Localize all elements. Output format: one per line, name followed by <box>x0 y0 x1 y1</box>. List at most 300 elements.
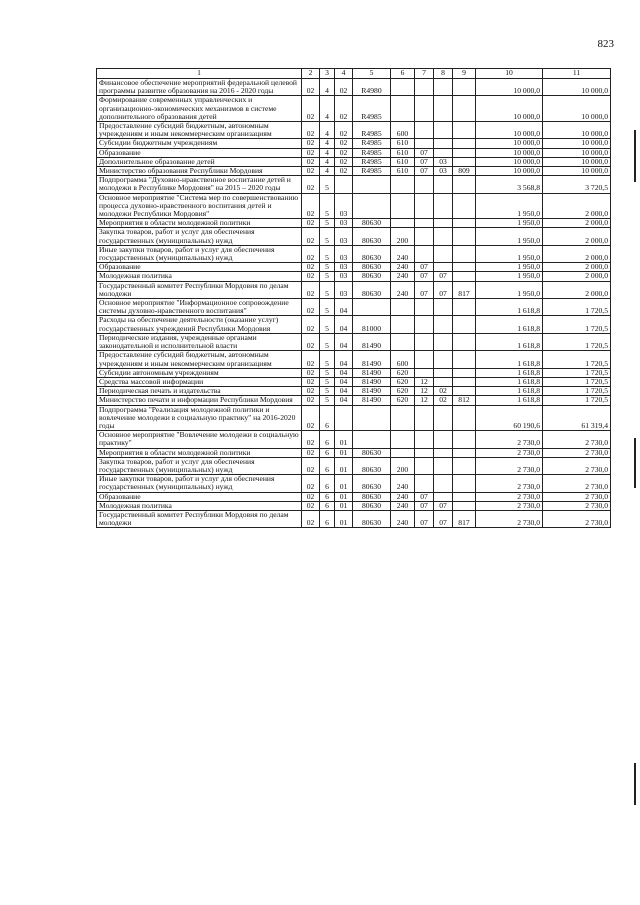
code-col-3: 4 <box>320 167 335 176</box>
code-col-9 <box>453 245 476 262</box>
code-col-4: 01 <box>335 457 353 474</box>
table-row <box>97 448 611 457</box>
code-col-5: 80630 <box>353 245 391 262</box>
code-col-6: 620 <box>391 377 415 386</box>
amount-col-11: 1 720,5 <box>543 368 611 377</box>
table-row <box>97 228 611 245</box>
code-col-5: R4985 <box>353 157 391 166</box>
code-col-9: 817 <box>453 510 476 527</box>
amount-col-11: 10 000,0 <box>543 139 611 148</box>
code-col-6 <box>391 96 415 122</box>
code-col-6: 240 <box>391 263 415 272</box>
code-col-3: 6 <box>320 431 335 448</box>
code-col-9: 812 <box>453 396 476 405</box>
code-col-3: 5 <box>320 245 335 262</box>
code-col-8 <box>434 193 453 219</box>
code-col-4: 03 <box>335 272 353 281</box>
code-col-4: 02 <box>335 157 353 166</box>
code-col-9: 809 <box>453 167 476 176</box>
code-col-3: 5 <box>320 396 335 405</box>
code-col-8 <box>434 475 453 492</box>
amount-col-11: 10 000,0 <box>543 96 611 122</box>
table-row <box>97 157 611 166</box>
code-col-3: 6 <box>320 405 335 431</box>
row-name: Министерство образования Республики Мордовия <box>97 167 302 176</box>
code-col-6 <box>391 405 415 431</box>
code-col-8 <box>434 368 453 377</box>
code-col-6: 240 <box>391 510 415 527</box>
amount-col-11: 1 720,5 <box>543 333 611 350</box>
code-col-3: 5 <box>320 272 335 281</box>
code-col-7 <box>415 316 434 333</box>
code-col-4: 02 <box>335 148 353 157</box>
code-col-5 <box>353 193 391 219</box>
code-col-7 <box>415 228 434 245</box>
code-col-3: 4 <box>320 148 335 157</box>
code-col-7: 07 <box>415 167 434 176</box>
amount-col-11: 1 720,5 <box>543 351 611 368</box>
amount-col-10: 10 000,0 <box>476 157 543 166</box>
code-col-2: 02 <box>302 333 320 350</box>
code-col-7: 07 <box>415 263 434 272</box>
code-col-2: 02 <box>302 167 320 176</box>
code-col-9 <box>453 263 476 272</box>
row-name: Образование <box>97 263 302 272</box>
code-col-8 <box>434 122 453 139</box>
code-col-8 <box>434 492 453 501</box>
code-col-9 <box>453 501 476 510</box>
code-col-8 <box>434 299 453 316</box>
code-col-9 <box>453 299 476 316</box>
amount-col-10: 2 730,0 <box>476 431 543 448</box>
code-col-3: 5 <box>320 281 335 298</box>
amount-col-11: 10 000,0 <box>543 148 611 157</box>
table-row <box>97 263 611 272</box>
row-name: Финансовое обеспечение мероприятий федеральной целевой программы развитие образования на 2016 - 2020 годы <box>97 79 302 96</box>
code-col-9 <box>453 492 476 501</box>
table-row <box>97 396 611 405</box>
code-col-4: 04 <box>335 377 353 386</box>
amount-col-10: 10 000,0 <box>476 96 543 122</box>
code-col-2: 02 <box>302 299 320 316</box>
code-col-6: 620 <box>391 368 415 377</box>
amount-col-11: 61 319,4 <box>543 405 611 431</box>
table-row <box>97 281 611 298</box>
code-col-4: 02 <box>335 167 353 176</box>
amount-col-10: 10 000,0 <box>476 122 543 139</box>
code-col-4: 03 <box>335 281 353 298</box>
row-name: Средства массовой информации <box>97 377 302 386</box>
code-col-6: 600 <box>391 122 415 139</box>
amount-col-10: 1 950,0 <box>476 281 543 298</box>
amount-col-11: 2 000,0 <box>543 193 611 219</box>
code-col-8 <box>434 219 453 228</box>
code-col-5: 80630 <box>353 457 391 474</box>
code-col-4: 04 <box>335 368 353 377</box>
code-col-6: 610 <box>391 139 415 148</box>
code-col-4: 04 <box>335 396 353 405</box>
code-col-8 <box>434 263 453 272</box>
table-row <box>97 377 611 386</box>
row-name: Основное мероприятие "Информационное сопровождение системы духовно-нравственного воспитания" <box>97 299 302 316</box>
code-col-7 <box>415 431 434 448</box>
amount-col-10: 1 618,8 <box>476 316 543 333</box>
margin-mark <box>634 763 636 805</box>
table-row <box>97 219 611 228</box>
table-row <box>97 96 611 122</box>
code-col-9 <box>453 405 476 431</box>
amount-col-10: 1 618,8 <box>476 299 543 316</box>
code-col-4: 04 <box>335 333 353 350</box>
column-header: 1 <box>97 69 302 79</box>
code-col-5: 81490 <box>353 333 391 350</box>
row-name: Расходы на обеспечение деятельности (оказание услуг) государственных учреждений Республики Мордовия <box>97 316 302 333</box>
code-col-2: 02 <box>302 405 320 431</box>
code-col-8 <box>434 176 453 193</box>
amount-col-10: 1 618,8 <box>476 377 543 386</box>
code-col-7 <box>415 193 434 219</box>
code-col-7 <box>415 368 434 377</box>
code-col-9 <box>453 79 476 96</box>
code-col-2: 02 <box>302 219 320 228</box>
code-col-4 <box>335 176 353 193</box>
code-col-6: 240 <box>391 272 415 281</box>
code-col-3: 5 <box>320 176 335 193</box>
table-row <box>97 368 611 377</box>
table-header-row <box>97 69 611 79</box>
code-col-8: 07 <box>434 510 453 527</box>
code-col-7: 07 <box>415 157 434 166</box>
code-col-6: 240 <box>391 475 415 492</box>
code-col-8: 03 <box>434 157 453 166</box>
code-col-4: 02 <box>335 122 353 139</box>
code-col-9 <box>453 431 476 448</box>
code-col-7 <box>415 139 434 148</box>
row-name: Предоставление субсидий бюджетным, автономным учреждениям и иным некоммерческим организациям <box>97 122 302 139</box>
column-header: 4 <box>335 69 353 79</box>
amount-col-11: 2 000,0 <box>543 272 611 281</box>
row-name: Основное мероприятие "Вовлечение молодежи в социальную практику" <box>97 431 302 448</box>
table-row <box>97 148 611 157</box>
code-col-2: 02 <box>302 228 320 245</box>
row-name: Периодическая печать и издательства <box>97 387 302 396</box>
code-col-2: 02 <box>302 272 320 281</box>
code-col-7: 07 <box>415 272 434 281</box>
amount-col-10: 2 730,0 <box>476 475 543 492</box>
table-row <box>97 193 611 219</box>
column-header: 3 <box>320 69 335 79</box>
code-col-6: 610 <box>391 157 415 166</box>
code-col-7 <box>415 176 434 193</box>
amount-col-11: 10 000,0 <box>543 157 611 166</box>
code-col-5: R4985 <box>353 167 391 176</box>
code-col-5: 81490 <box>353 396 391 405</box>
amount-col-11: 10 000,0 <box>543 122 611 139</box>
code-col-7: 07 <box>415 281 434 298</box>
code-col-9 <box>453 387 476 396</box>
amount-col-11: 2 000,0 <box>543 219 611 228</box>
code-col-7 <box>415 457 434 474</box>
code-col-8 <box>434 79 453 96</box>
code-col-7 <box>415 219 434 228</box>
amount-col-10: 1 618,8 <box>476 333 543 350</box>
row-name: Основное мероприятие "Система мер по совершенствованию процесса духовно-нравственного воспитания детей и молодежи Республики Мордовия" <box>97 193 302 219</box>
amount-col-11: 1 720,5 <box>543 396 611 405</box>
code-col-4: 01 <box>335 501 353 510</box>
code-col-4: 01 <box>335 448 353 457</box>
code-col-2: 02 <box>302 492 320 501</box>
code-col-6 <box>391 219 415 228</box>
code-col-5: 81490 <box>353 387 391 396</box>
code-col-6 <box>391 193 415 219</box>
code-col-7 <box>415 351 434 368</box>
code-col-4: 02 <box>335 139 353 148</box>
row-name: Государственный комитет Республики Мордовия по делам молодежи <box>97 281 302 298</box>
code-col-7 <box>415 79 434 96</box>
code-col-2: 02 <box>302 475 320 492</box>
row-name: Закупка товаров, работ и услуг для обеспечения государственных (муниципальных) нужд <box>97 457 302 474</box>
column-header: 6 <box>391 69 415 79</box>
code-col-8: 07 <box>434 272 453 281</box>
row-name: Мероприятия в области молодежной политики <box>97 219 302 228</box>
code-col-6 <box>391 333 415 350</box>
code-col-3: 4 <box>320 122 335 139</box>
code-col-8 <box>434 431 453 448</box>
code-col-7: 07 <box>415 501 434 510</box>
table-row <box>97 431 611 448</box>
code-col-2: 02 <box>302 387 320 396</box>
row-name: Подпрограмма "Реализация молодежной политики и вовлечение молодежи в социальную практику" на 2016-2020 годы <box>97 405 302 431</box>
amount-col-11: 2 730,0 <box>543 475 611 492</box>
code-col-9 <box>453 176 476 193</box>
code-col-6: 620 <box>391 387 415 396</box>
amount-col-11: 2 000,0 <box>543 263 611 272</box>
code-col-9 <box>453 157 476 166</box>
table-row <box>97 510 611 527</box>
code-col-2: 02 <box>302 368 320 377</box>
code-col-9 <box>453 219 476 228</box>
code-col-5: R4985 <box>353 148 391 157</box>
amount-col-10: 2 730,0 <box>476 492 543 501</box>
column-header: 5 <box>353 69 391 79</box>
table-row <box>97 405 611 431</box>
code-col-9 <box>453 272 476 281</box>
code-col-2: 02 <box>302 96 320 122</box>
amount-col-11: 2 000,0 <box>543 245 611 262</box>
row-name: Молодежная политика <box>97 501 302 510</box>
code-col-6 <box>391 176 415 193</box>
code-col-4: 03 <box>335 245 353 262</box>
code-col-6 <box>391 448 415 457</box>
code-col-8 <box>434 245 453 262</box>
row-name: Закупка товаров, работ и услуг для обеспечения государственных (муниципальных) нужд <box>97 228 302 245</box>
code-col-6 <box>391 299 415 316</box>
code-col-5: 81000 <box>353 316 391 333</box>
code-col-5 <box>353 405 391 431</box>
code-col-9 <box>453 448 476 457</box>
code-col-4: 02 <box>335 79 353 96</box>
code-col-7 <box>415 333 434 350</box>
code-col-8: 07 <box>434 501 453 510</box>
code-col-3: 4 <box>320 157 335 166</box>
amount-col-11: 2 730,0 <box>543 501 611 510</box>
code-col-4: 03 <box>335 263 353 272</box>
code-col-8 <box>434 405 453 431</box>
code-col-9 <box>453 457 476 474</box>
code-col-4: 04 <box>335 299 353 316</box>
table-row <box>97 351 611 368</box>
amount-col-11: 3 720,5 <box>543 176 611 193</box>
margin-mark <box>634 438 636 488</box>
code-col-5: 80630 <box>353 448 391 457</box>
code-col-8 <box>434 96 453 122</box>
code-col-7 <box>415 475 434 492</box>
amount-col-10: 1 950,0 <box>476 228 543 245</box>
amount-col-11: 1 720,5 <box>543 299 611 316</box>
amount-col-11: 10 000,0 <box>543 79 611 96</box>
code-col-5: 80630 <box>353 492 391 501</box>
amount-col-11: 1 720,5 <box>543 387 611 396</box>
row-name: Молодежная политика <box>97 272 302 281</box>
code-col-6: 240 <box>391 492 415 501</box>
table-row <box>97 272 611 281</box>
amount-col-10: 1 950,0 <box>476 272 543 281</box>
amount-col-10: 10 000,0 <box>476 139 543 148</box>
code-col-5: 80630 <box>353 263 391 272</box>
amount-col-10: 3 568,8 <box>476 176 543 193</box>
code-col-6: 240 <box>391 281 415 298</box>
table-row <box>97 122 611 139</box>
row-name: Подпрограмма "Духовно-нравственное воспитание детей и молодежи в Республике Мордовия" на 2015 – 2020 годы <box>97 176 302 193</box>
code-col-2: 02 <box>302 351 320 368</box>
code-col-9 <box>453 333 476 350</box>
code-col-7: 07 <box>415 492 434 501</box>
amount-col-11: 10 000,0 <box>543 167 611 176</box>
code-col-7 <box>415 96 434 122</box>
code-col-8 <box>434 457 453 474</box>
code-col-6: 240 <box>391 501 415 510</box>
table-row <box>97 167 611 176</box>
code-col-9 <box>453 377 476 386</box>
code-col-5: 80630 <box>353 272 391 281</box>
code-col-3: 6 <box>320 457 335 474</box>
amount-col-11: 1 720,5 <box>543 377 611 386</box>
code-col-4: 03 <box>335 228 353 245</box>
table-row <box>97 139 611 148</box>
code-col-3: 5 <box>320 333 335 350</box>
code-col-6 <box>391 79 415 96</box>
code-col-9 <box>453 139 476 148</box>
code-col-3: 5 <box>320 228 335 245</box>
code-col-9 <box>453 316 476 333</box>
code-col-6 <box>391 316 415 333</box>
code-col-5: 81490 <box>353 377 391 386</box>
table-row <box>97 176 611 193</box>
amount-col-11: 2 730,0 <box>543 457 611 474</box>
amount-col-11: 2 730,0 <box>543 448 611 457</box>
code-col-2: 02 <box>302 396 320 405</box>
table-row <box>97 387 611 396</box>
code-col-3: 6 <box>320 501 335 510</box>
row-name: Субсидии автономным учреждениям <box>97 368 302 377</box>
row-name: Образование <box>97 148 302 157</box>
code-col-3: 6 <box>320 448 335 457</box>
column-header: 7 <box>415 69 434 79</box>
code-col-7: 12 <box>415 387 434 396</box>
code-col-7: 07 <box>415 510 434 527</box>
code-col-3: 4 <box>320 79 335 96</box>
code-col-3: 6 <box>320 492 335 501</box>
code-col-5: 80630 <box>353 510 391 527</box>
code-col-4: 01 <box>335 510 353 527</box>
table-row <box>97 457 611 474</box>
row-name: Периодические издания, учрежденные органами законодательной и исполнительной власти <box>97 333 302 350</box>
table-row <box>97 475 611 492</box>
code-col-6: 200 <box>391 457 415 474</box>
amount-col-10: 10 000,0 <box>476 148 543 157</box>
code-col-3: 5 <box>320 219 335 228</box>
amount-col-10: 2 730,0 <box>476 501 543 510</box>
code-col-2: 02 <box>302 245 320 262</box>
code-col-8 <box>434 139 453 148</box>
code-col-7 <box>415 245 434 262</box>
page-number: 823 <box>597 38 614 50</box>
code-col-8 <box>434 448 453 457</box>
code-col-8 <box>434 377 453 386</box>
row-name: Министерство печати и информации Республики Мордовия <box>97 396 302 405</box>
row-name: Дополнительное образование детей <box>97 157 302 166</box>
code-col-2: 02 <box>302 316 320 333</box>
code-col-6: 240 <box>391 245 415 262</box>
code-col-3: 5 <box>320 368 335 377</box>
code-col-7 <box>415 405 434 431</box>
code-col-6: 620 <box>391 396 415 405</box>
amount-col-11: 1 720,5 <box>543 316 611 333</box>
row-name: Субсидии бюджетным учреждениям <box>97 139 302 148</box>
table-row <box>97 299 611 316</box>
code-col-5: 81490 <box>353 368 391 377</box>
code-col-5: 80630 <box>353 219 391 228</box>
code-col-9 <box>453 96 476 122</box>
code-col-5: 81490 <box>353 351 391 368</box>
code-col-6: 600 <box>391 351 415 368</box>
code-col-8: 02 <box>434 396 453 405</box>
code-col-5: R4980 <box>353 79 391 96</box>
amount-col-10: 1 618,8 <box>476 351 543 368</box>
code-col-3: 5 <box>320 193 335 219</box>
code-col-2: 02 <box>302 281 320 298</box>
amount-col-10: 1 950,0 <box>476 263 543 272</box>
code-col-8 <box>434 148 453 157</box>
code-col-4: 03 <box>335 193 353 219</box>
code-col-2: 02 <box>302 79 320 96</box>
code-col-3: 5 <box>320 316 335 333</box>
code-col-5: R4985 <box>353 96 391 122</box>
code-col-4: 04 <box>335 316 353 333</box>
column-header: 11 <box>543 69 611 79</box>
column-header: 9 <box>453 69 476 79</box>
code-col-7: 12 <box>415 396 434 405</box>
amount-col-11: 2 730,0 <box>543 492 611 501</box>
row-name: Иные закупки товаров, работ и услуг для обеспечения государственных (муниципальных) нужд <box>97 245 302 262</box>
budget-table <box>96 68 611 528</box>
row-name: Образование <box>97 492 302 501</box>
amount-col-11: 2 000,0 <box>543 228 611 245</box>
code-col-9 <box>453 122 476 139</box>
code-col-2: 02 <box>302 457 320 474</box>
code-col-2: 02 <box>302 193 320 219</box>
code-col-6: 200 <box>391 228 415 245</box>
